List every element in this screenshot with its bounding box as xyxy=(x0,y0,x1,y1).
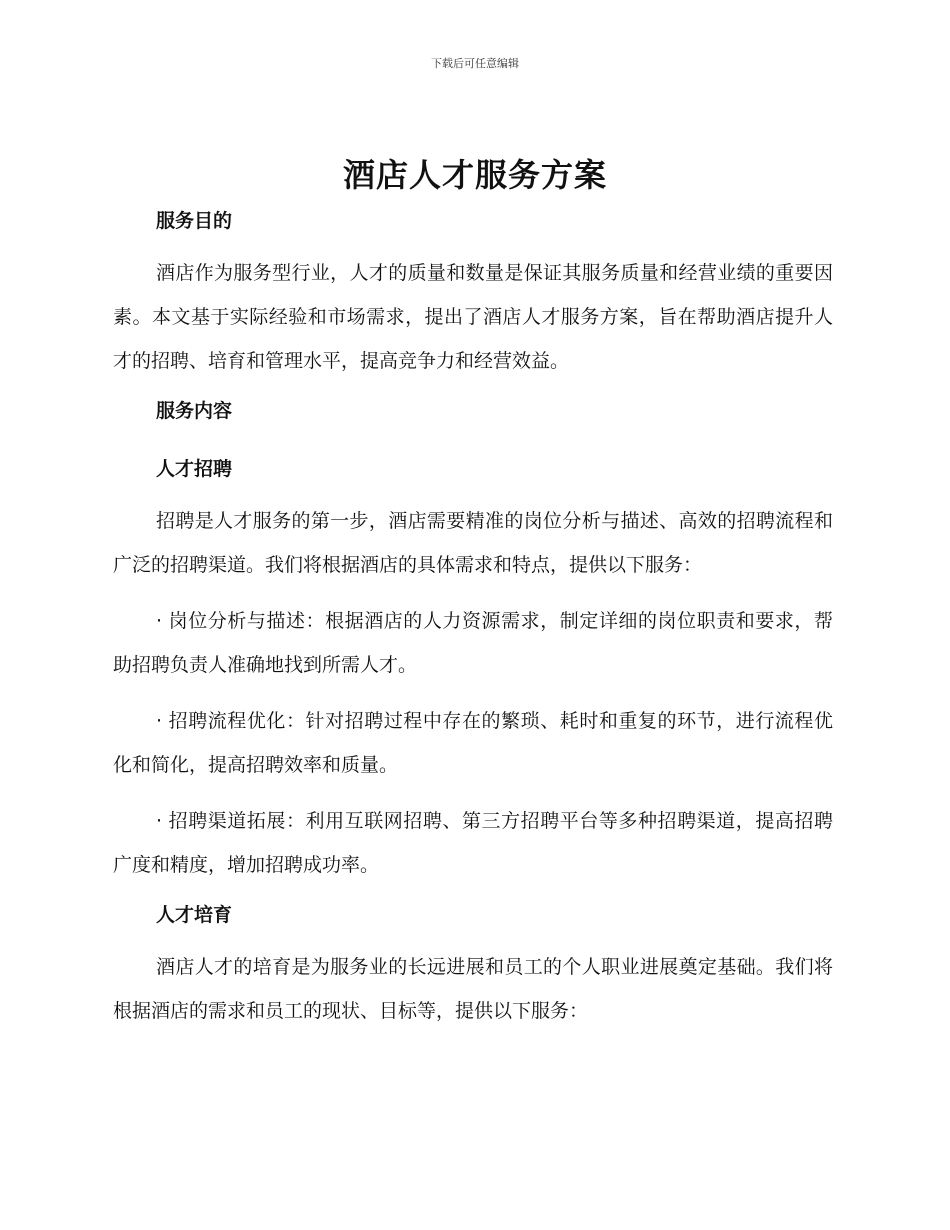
heading-purpose: 服务目的 xyxy=(156,210,233,232)
bullet-item: · 岗位分析与描述：根据酒店的人力资源需求，制定详细的岗位职责和要求，帮助招聘负责人准确地找到所需人才。 xyxy=(113,610,833,676)
document-body xyxy=(113,205,833,1033)
paragraph-recruit: 招聘是人才服务的第一步，酒店需要精准的岗位分析与描述、高效的招聘流程和广泛的招聘渠道。我们将根据酒店的具体需求和特点，提供以下服务： xyxy=(113,510,833,576)
heading-training: 人才培育 xyxy=(156,904,233,926)
header-note: 下载后可任意编辑 xyxy=(431,57,519,70)
heading-content: 服务内容 xyxy=(156,400,233,422)
paragraph-purpose: 酒店作为服务型行业，人才的质量和数量是保证其服务质量和经营业绩的重要因素。本文基于实际经验和市场需求，提出了酒店人才服务方案，旨在帮助酒店提升人才的招聘、培育和管理水平，提高竞争力和经营效益。 xyxy=(113,262,833,372)
heading-recruit: 人才招聘 xyxy=(156,458,233,480)
bullet-item: · 招聘渠道拓展：利用互联网招聘、第三方招聘平台等多种招聘渠道，提高招聘广度和精度，增加招聘成功率。 xyxy=(113,810,833,876)
bullet-item: · 招聘流程优化：针对招聘过程中存在的繁琐、耗时和重复的环节，进行流程优化和简化，提高招聘效率和质量。 xyxy=(113,710,833,776)
paragraph-training: 酒店人才的培育是为服务业的长远进展和员工的个人职业进展奠定基础。我们将根据酒店的需求和员工的现状、目标等，提供以下服务： xyxy=(113,956,833,1022)
page-title: 酒店人才服务方案 xyxy=(342,156,607,194)
